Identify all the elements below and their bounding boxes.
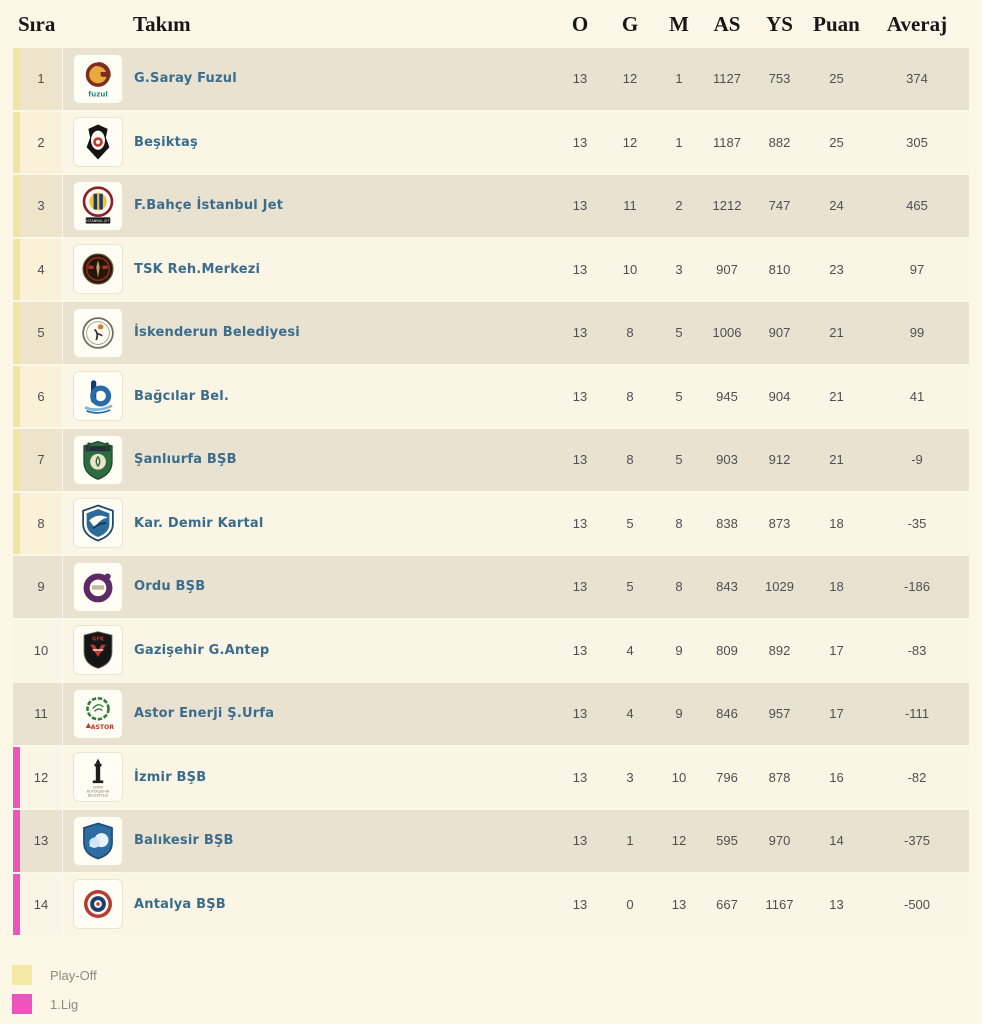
points-for-cell: 809 xyxy=(716,642,738,658)
rank-cell: 6 xyxy=(20,366,63,428)
played-cell: 13 xyxy=(572,198,588,214)
legend-label: 1.Lig xyxy=(50,996,79,1012)
losses-cell: 8 xyxy=(675,515,683,531)
svg-text:fuzul: fuzul xyxy=(88,90,108,99)
rank-cell: 8 xyxy=(20,493,63,555)
points-against-cell: 957 xyxy=(768,706,791,722)
points-for-cell: 903 xyxy=(716,452,738,468)
wins-cell: 8 xyxy=(626,452,634,468)
column-header-average: Averaj xyxy=(886,11,948,36)
average-cell: -82 xyxy=(907,769,927,785)
points-cell: 13 xyxy=(829,896,844,912)
relegation-strip xyxy=(13,810,20,872)
played-cell: 13 xyxy=(572,71,588,87)
average-cell: 97 xyxy=(909,261,925,277)
wins-cell: 8 xyxy=(626,388,634,404)
average-cell: 465 xyxy=(906,198,928,214)
column-header-points-against: YS xyxy=(766,11,793,36)
points-cell: 17 xyxy=(829,706,844,722)
column-header-rank: Sıra xyxy=(18,11,56,36)
losses-cell: 8 xyxy=(675,579,683,595)
rank-cell: 12 xyxy=(20,747,63,809)
losses-cell: 13 xyxy=(671,896,687,912)
table-row[interactable] xyxy=(13,302,969,364)
relegation-strip xyxy=(13,874,20,936)
table-row[interactable] xyxy=(13,874,969,936)
lig-color-swatch xyxy=(12,994,32,1014)
average-cell: 374 xyxy=(906,71,928,87)
points-against-cell: 912 xyxy=(768,452,791,468)
team-name[interactable]: F.Bahçe İstanbul Jet xyxy=(134,198,284,214)
team-name[interactable]: İzmir BŞB xyxy=(134,769,207,785)
losses-cell: 2 xyxy=(675,198,683,214)
wins-cell: 5 xyxy=(626,515,634,531)
played-cell: 13 xyxy=(572,134,588,150)
table-row[interactable] xyxy=(13,239,969,301)
wins-cell: 1 xyxy=(626,833,634,849)
svg-text:İSTANBUL JET: İSTANBUL JET xyxy=(86,218,110,223)
average-cell: -35 xyxy=(907,515,927,531)
points-against-cell: 878 xyxy=(768,769,791,785)
average-cell: 99 xyxy=(909,325,925,341)
column-header-points-for: AS xyxy=(713,11,741,36)
team-name[interactable]: İskenderun Belediyesi xyxy=(134,325,300,341)
points-cell: 18 xyxy=(829,515,844,531)
average-cell: -111 xyxy=(904,706,930,722)
table-row[interactable] xyxy=(13,556,969,618)
wins-cell: 5 xyxy=(626,579,634,595)
losses-cell: 10 xyxy=(671,769,687,785)
points-cell: 14 xyxy=(829,833,844,849)
column-header-played: O xyxy=(571,11,589,36)
points-for-cell: 1006 xyxy=(712,325,742,341)
ordu-bsb-logo-icon xyxy=(73,562,123,612)
playoff-color-swatch xyxy=(12,965,32,985)
points-cell: 24 xyxy=(829,198,844,214)
legend-label: Play-Off xyxy=(50,967,97,983)
losses-cell: 5 xyxy=(675,388,683,404)
played-cell: 13 xyxy=(572,579,588,595)
fenerbahce-istanbul-jet-logo-icon xyxy=(73,181,123,231)
svg-text:BELEDİYESİ: BELEDİYESİ xyxy=(87,793,109,798)
average-cell: -375 xyxy=(903,833,931,849)
points-against-cell: 904 xyxy=(768,388,791,404)
points-against-cell: 1167 xyxy=(765,896,794,912)
points-against-cell: 810 xyxy=(768,261,791,277)
wins-cell: 11 xyxy=(623,198,637,214)
played-cell: 13 xyxy=(572,325,588,341)
legend-item-playoff xyxy=(12,965,982,985)
points-for-cell: 1212 xyxy=(712,198,742,214)
points-for-cell: 838 xyxy=(716,515,738,531)
rank-cell: 4 xyxy=(20,239,63,301)
points-against-cell: 907 xyxy=(768,325,791,341)
points-cell: 18 xyxy=(829,579,844,595)
team-name[interactable]: Astor Enerji Ş.Urfa xyxy=(134,706,275,722)
played-cell: 13 xyxy=(572,452,588,468)
points-for-cell: 1187 xyxy=(713,134,741,150)
team-name[interactable]: Kar. Demir Kartal xyxy=(134,515,264,531)
table-row[interactable] xyxy=(13,112,969,174)
table-row[interactable] xyxy=(13,810,969,872)
points-for-cell: 1127 xyxy=(713,71,741,87)
losses-cell: 9 xyxy=(675,642,683,658)
playoff-strip xyxy=(13,239,20,301)
besiktas-logo-icon xyxy=(73,117,123,167)
played-cell: 13 xyxy=(572,515,588,531)
average-cell: 305 xyxy=(906,134,928,150)
izmir-bsb-logo-icon xyxy=(73,752,123,802)
losses-cell: 5 xyxy=(675,452,683,468)
played-cell: 13 xyxy=(572,833,588,849)
playoff-strip xyxy=(13,429,20,491)
points-for-cell: 595 xyxy=(716,833,738,849)
rank-cell: 11 xyxy=(20,683,63,745)
kar-demir-kartal-logo-icon xyxy=(73,498,123,548)
played-cell: 13 xyxy=(572,642,588,658)
losses-cell: 9 xyxy=(675,706,683,722)
table-row[interactable] xyxy=(13,620,969,682)
table-header-row xyxy=(13,0,969,48)
table-row[interactable] xyxy=(13,48,969,110)
playoff-strip xyxy=(13,366,20,428)
legend-item-lig xyxy=(12,994,982,1014)
points-against-cell: 753 xyxy=(768,71,791,87)
losses-cell: 12 xyxy=(671,833,687,849)
rank-cell: 9 xyxy=(20,556,63,618)
zone-strip xyxy=(13,556,20,618)
points-against-cell: 882 xyxy=(768,134,791,150)
wins-cell: 4 xyxy=(626,706,634,722)
wins-cell: 12 xyxy=(622,71,638,87)
playoff-strip xyxy=(13,175,20,237)
rank-cell: 1 xyxy=(20,48,63,110)
svg-text:ASTOR: ASTOR xyxy=(90,723,114,731)
played-cell: 13 xyxy=(572,896,588,912)
points-against-cell: 970 xyxy=(768,833,791,849)
wins-cell: 8 xyxy=(626,325,634,341)
points-against-cell: 1029 xyxy=(765,579,794,595)
rank-cell: 10 xyxy=(20,620,63,682)
balikesir-bsb-logo-icon xyxy=(73,816,123,866)
rank-cell: 13 xyxy=(20,810,63,872)
average-cell: -186 xyxy=(903,579,931,595)
points-cell: 25 xyxy=(829,134,844,150)
antalya-bsb-logo-icon xyxy=(73,879,123,929)
playoff-strip xyxy=(13,48,20,110)
average-cell: 41 xyxy=(909,388,925,404)
zone-strip xyxy=(13,620,20,682)
wins-cell: 3 xyxy=(626,769,634,785)
points-against-cell: 747 xyxy=(768,198,791,214)
playoff-strip xyxy=(13,112,20,174)
team-name[interactable]: Şanlıurfa BŞB xyxy=(134,452,237,468)
points-against-cell: 873 xyxy=(768,515,791,531)
galatasaray-fuzul-logo-icon xyxy=(73,54,123,104)
column-header-losses: M xyxy=(669,11,689,36)
sanliurfa-bsb-logo-icon xyxy=(73,435,123,485)
points-against-cell: 892 xyxy=(768,642,791,658)
points-for-cell: 667 xyxy=(716,896,738,912)
rank-cell: 3 xyxy=(20,175,63,237)
points-for-cell: 945 xyxy=(716,388,738,404)
rank-cell: 7 xyxy=(20,429,63,491)
average-cell: -500 xyxy=(903,896,931,912)
gazisehir-gantep-logo-icon xyxy=(73,625,123,675)
points-cell: 21 xyxy=(829,388,844,404)
rank-cell: 5 xyxy=(20,302,63,364)
points-for-cell: 907 xyxy=(716,261,738,277)
playoff-strip xyxy=(13,302,20,364)
team-name[interactable]: G.Saray Fuzul xyxy=(134,71,237,87)
team-name[interactable]: Balıkesir BŞB xyxy=(134,833,234,849)
table-row[interactable] xyxy=(13,683,969,745)
wins-cell: 4 xyxy=(626,642,634,658)
team-name[interactable]: TSK Reh.Merkezi xyxy=(134,261,261,277)
points-cell: 17 xyxy=(829,642,844,658)
losses-cell: 5 xyxy=(675,325,683,341)
points-for-cell: 846 xyxy=(716,706,738,722)
svg-text:BÜYÜKŞEHİR: BÜYÜKŞEHİR xyxy=(86,789,110,794)
table-row[interactable] xyxy=(13,747,969,809)
points-cell: 21 xyxy=(829,452,844,468)
table-row[interactable] xyxy=(13,429,969,491)
bagcilar-bel-logo-icon xyxy=(73,371,123,421)
losses-cell: 1 xyxy=(675,134,683,150)
column-header-wins: G xyxy=(621,11,639,36)
team-name[interactable]: Ordu BŞB xyxy=(134,579,206,595)
points-cell: 21 xyxy=(829,325,844,341)
team-name[interactable]: Antalya BŞB xyxy=(134,896,226,912)
played-cell: 13 xyxy=(572,706,588,722)
column-header-team: Takım xyxy=(133,11,191,36)
points-for-cell: 796 xyxy=(716,769,738,785)
table-row[interactable] xyxy=(13,493,969,555)
astor-enerji-surfa-logo-icon xyxy=(73,689,123,739)
wins-cell: 12 xyxy=(622,134,638,150)
points-for-cell: 843 xyxy=(716,579,738,595)
team-name[interactable]: Gazişehir G.Antep xyxy=(134,642,270,658)
average-cell: -83 xyxy=(907,642,927,658)
losses-cell: 3 xyxy=(675,261,683,277)
team-name[interactable]: Bağcılar Bel. xyxy=(134,388,230,404)
tsk-reh-merkezi-logo-icon xyxy=(73,244,123,294)
points-cell: 25 xyxy=(829,71,844,87)
played-cell: 13 xyxy=(572,388,588,404)
column-header-points: Puan xyxy=(813,11,860,36)
svg-text:İZMİR: İZMİR xyxy=(93,785,103,790)
playoff-strip xyxy=(13,493,20,555)
table-row[interactable] xyxy=(13,175,969,237)
points-cell: 16 xyxy=(829,769,844,785)
points-cell: 23 xyxy=(829,261,844,277)
relegation-strip xyxy=(13,747,20,809)
wins-cell: 10 xyxy=(622,261,638,277)
wins-cell: 0 xyxy=(626,896,634,912)
average-cell: -9 xyxy=(911,452,923,468)
zone-legend xyxy=(12,965,982,1014)
rank-cell: 2 xyxy=(20,112,63,174)
table-row[interactable] xyxy=(13,366,969,428)
played-cell: 13 xyxy=(572,769,588,785)
zone-strip xyxy=(13,683,20,745)
team-name[interactable]: Beşiktaş xyxy=(134,134,198,150)
rank-cell: 14 xyxy=(20,874,63,936)
losses-cell: 1 xyxy=(675,71,683,87)
played-cell: 13 xyxy=(572,261,588,277)
iskenderun-belediyesi-logo-icon xyxy=(73,308,123,358)
svg-text:GFK: GFK xyxy=(92,636,104,643)
